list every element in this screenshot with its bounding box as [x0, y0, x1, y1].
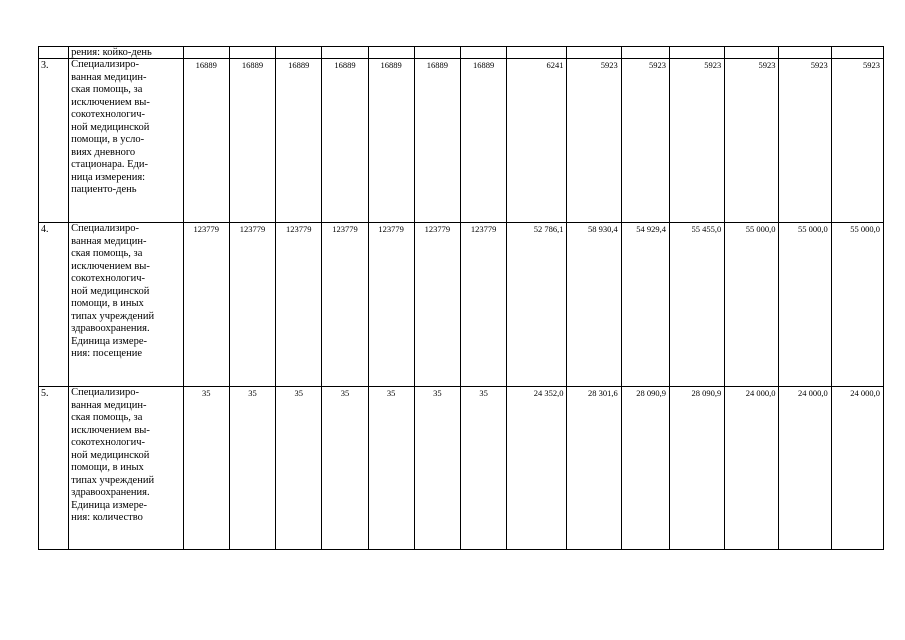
- description-line: Специализиро-: [71, 387, 140, 398]
- row-number: [39, 47, 69, 59]
- value-cell: 5923: [831, 59, 883, 223]
- value-cell: 16889: [229, 59, 275, 223]
- description-line: рения: койко-день: [71, 47, 152, 58]
- value-cell: [507, 47, 567, 59]
- row-description: [69, 387, 184, 550]
- value-cell: 55 000,0: [725, 223, 779, 387]
- description-line: типах учреждений: [71, 474, 155, 486]
- description-line: стационара. Еди-: [71, 159, 148, 170]
- description-line: сокотехнологич-: [71, 109, 146, 120]
- value-cell: 28 301,6: [567, 387, 621, 550]
- description-line: ская помощь, за: [71, 248, 143, 259]
- description-line: сокотехнологич-: [71, 437, 146, 448]
- value-cell: 35: [276, 387, 322, 550]
- value-cell: 16889: [276, 59, 322, 223]
- description-line: ванная медицин-: [71, 399, 147, 411]
- description-line: ния: количество: [71, 512, 143, 523]
- row-number: 5.: [39, 387, 69, 550]
- value-cell: 16889: [183, 59, 229, 223]
- value-cell: [779, 47, 831, 59]
- value-cell: [276, 47, 322, 59]
- value-cell: 123779: [276, 223, 322, 387]
- value-cell: 35: [183, 387, 229, 550]
- value-cell: 123779: [183, 223, 229, 387]
- value-cell: 28 090,9: [669, 387, 724, 550]
- value-cell: 55 000,0: [779, 223, 831, 387]
- table-row: [39, 59, 884, 223]
- description-line: Специализиро-: [71, 59, 140, 70]
- value-cell: 24 352,0: [507, 387, 567, 550]
- data-table: [38, 46, 884, 550]
- value-cell: 24 000,0: [779, 387, 831, 550]
- description-line: здравоохранения.: [71, 323, 150, 334]
- table-row: [39, 387, 884, 550]
- value-cell: [567, 47, 621, 59]
- value-cell: [183, 47, 229, 59]
- description-line: пациенто-день: [71, 184, 137, 195]
- description-line: виях дневного: [71, 146, 136, 158]
- description-line: сокотехнологич-: [71, 273, 146, 284]
- value-cell: 24 000,0: [831, 387, 883, 550]
- row-number: 3.: [39, 59, 69, 223]
- value-cell: 16889: [460, 59, 506, 223]
- value-cell: 58 930,4: [567, 223, 621, 387]
- table-row: [39, 47, 884, 59]
- description-line: помощи, в иных: [71, 462, 144, 473]
- description-line: Единица измере-: [71, 335, 147, 347]
- value-cell: 123779: [368, 223, 414, 387]
- description-line: ной медицинской: [71, 121, 150, 133]
- description-line: помощи, в усло-: [71, 134, 145, 145]
- value-cell: 5923: [567, 59, 621, 223]
- value-cell: [229, 47, 275, 59]
- value-cell: 5923: [669, 59, 724, 223]
- value-cell: 16889: [368, 59, 414, 223]
- value-cell: 123779: [414, 223, 460, 387]
- description-line: ванная медицин-: [71, 235, 147, 247]
- value-cell: [621, 47, 669, 59]
- value-cell: 35: [414, 387, 460, 550]
- table-body: [39, 47, 884, 550]
- table-row: [39, 223, 884, 387]
- value-cell: [725, 47, 779, 59]
- description-line: исключением вы-: [71, 260, 150, 272]
- value-cell: 35: [322, 387, 368, 550]
- value-cell: [460, 47, 506, 59]
- row-description: [69, 223, 184, 387]
- description-line: Специализиро-: [71, 223, 140, 234]
- value-cell: 55 455,0: [669, 223, 724, 387]
- description-line: ская помощь, за: [71, 412, 143, 423]
- row-description: [69, 47, 184, 59]
- description-line: типах учреждений: [71, 310, 155, 322]
- value-cell: [414, 47, 460, 59]
- value-cell: 5923: [621, 59, 669, 223]
- value-cell: 54 929,4: [621, 223, 669, 387]
- description-line: ния: посещение: [71, 348, 142, 359]
- description-line: ванная медицин-: [71, 71, 147, 83]
- value-cell: 16889: [322, 59, 368, 223]
- description-line: ной медицинской: [71, 449, 150, 461]
- value-cell: 55 000,0: [831, 223, 883, 387]
- value-cell: 24 000,0: [725, 387, 779, 550]
- description-line: ной медицинской: [71, 285, 150, 297]
- description-line: Единица измере-: [71, 499, 147, 511]
- description-line: ская помощь, за: [71, 84, 143, 95]
- value-cell: 5923: [725, 59, 779, 223]
- description-line: помощи, в иных: [71, 298, 144, 309]
- description-line: исключением вы-: [71, 424, 150, 436]
- value-cell: 52 786,1: [507, 223, 567, 387]
- value-cell: 123779: [322, 223, 368, 387]
- value-cell: 5923: [779, 59, 831, 223]
- description-line: исключением вы-: [71, 96, 150, 108]
- value-cell: 123779: [460, 223, 506, 387]
- value-cell: 35: [229, 387, 275, 550]
- value-cell: [368, 47, 414, 59]
- value-cell: 123779: [229, 223, 275, 387]
- value-cell: 28 090,9: [621, 387, 669, 550]
- value-cell: 35: [368, 387, 414, 550]
- row-number: 4.: [39, 223, 69, 387]
- description-line: ница измерения:: [71, 171, 146, 183]
- value-cell: [669, 47, 724, 59]
- value-cell: 35: [460, 387, 506, 550]
- value-cell: 6241: [507, 59, 567, 223]
- value-cell: [322, 47, 368, 59]
- description-line: здравоохранения.: [71, 487, 150, 498]
- row-description: [69, 59, 184, 223]
- value-cell: 16889: [414, 59, 460, 223]
- value-cell: [831, 47, 883, 59]
